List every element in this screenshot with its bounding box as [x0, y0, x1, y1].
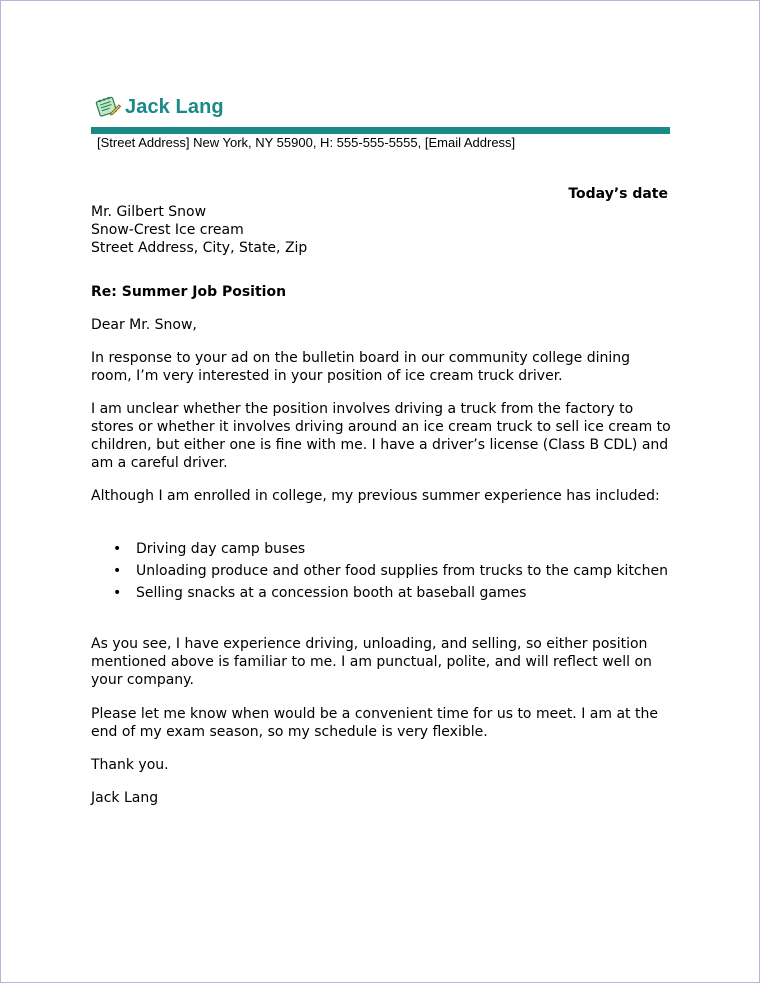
note-pad-icon	[93, 95, 121, 119]
sender-contact: [Street Address] New York, NY 55900, H: 555-555-5555, [Email Address]	[97, 135, 516, 150]
list-item	[91, 561, 671, 581]
letter-date: Today’s date	[568, 186, 668, 202]
list-item-text: Selling snacks at a concession booth at baseball games	[136, 585, 527, 601]
header-divider	[91, 127, 670, 134]
list-item-text: Unloading produce and other food supplies from trucks to the camp kitchen	[136, 563, 668, 579]
recipient-address	[91, 203, 671, 257]
list-item	[91, 539, 671, 559]
recipient-name: Mr. Gilbert Snow	[91, 204, 207, 220]
letterhead	[93, 95, 224, 119]
salutation: Dear Mr. Snow,	[91, 317, 197, 333]
paragraph-1: In response to your ad on the bulletin board in our community college dining room, I’m very interested in your position of ice cream truck driver.	[91, 350, 631, 384]
list-item	[91, 583, 671, 603]
closing: Thank you.	[91, 757, 169, 773]
list-item-text: Driving day camp buses	[136, 541, 306, 557]
bullet-icon: •	[113, 563, 122, 579]
paragraph-3: Although I am enrolled in college, my previous summer experience has included:	[91, 488, 660, 504]
bullet-icon: •	[113, 585, 122, 601]
sender-name: Jack Lang	[125, 95, 224, 118]
recipient-company: Snow-Crest Ice cream	[91, 222, 244, 238]
signature: Jack Lang	[91, 790, 159, 806]
recipient-street: Street Address, City, State, Zip	[91, 240, 308, 256]
bullet-icon: •	[113, 541, 122, 557]
experience-list	[91, 539, 671, 605]
paragraph-2: I am unclear whether the position involves driving a truck from the factory to stores or whether it involves driving around an ice cream truck to sell ice cream to children, but either one is fine with me. I have a driver’s license (Class B CDL) and am a careful driver.	[91, 401, 671, 471]
subject-line: Re: Summer Job Position	[91, 284, 287, 300]
paragraph-4: As you see, I have experience driving, unloading, and selling, so either position mentioned above is familiar to me. I am punctual, polite, and will reflect well on your company.	[91, 636, 652, 688]
paragraph-5: Please let me know when would be a convenient time for us to meet. I am at the end of my exam season, so my schedule is very flexible.	[91, 706, 658, 740]
